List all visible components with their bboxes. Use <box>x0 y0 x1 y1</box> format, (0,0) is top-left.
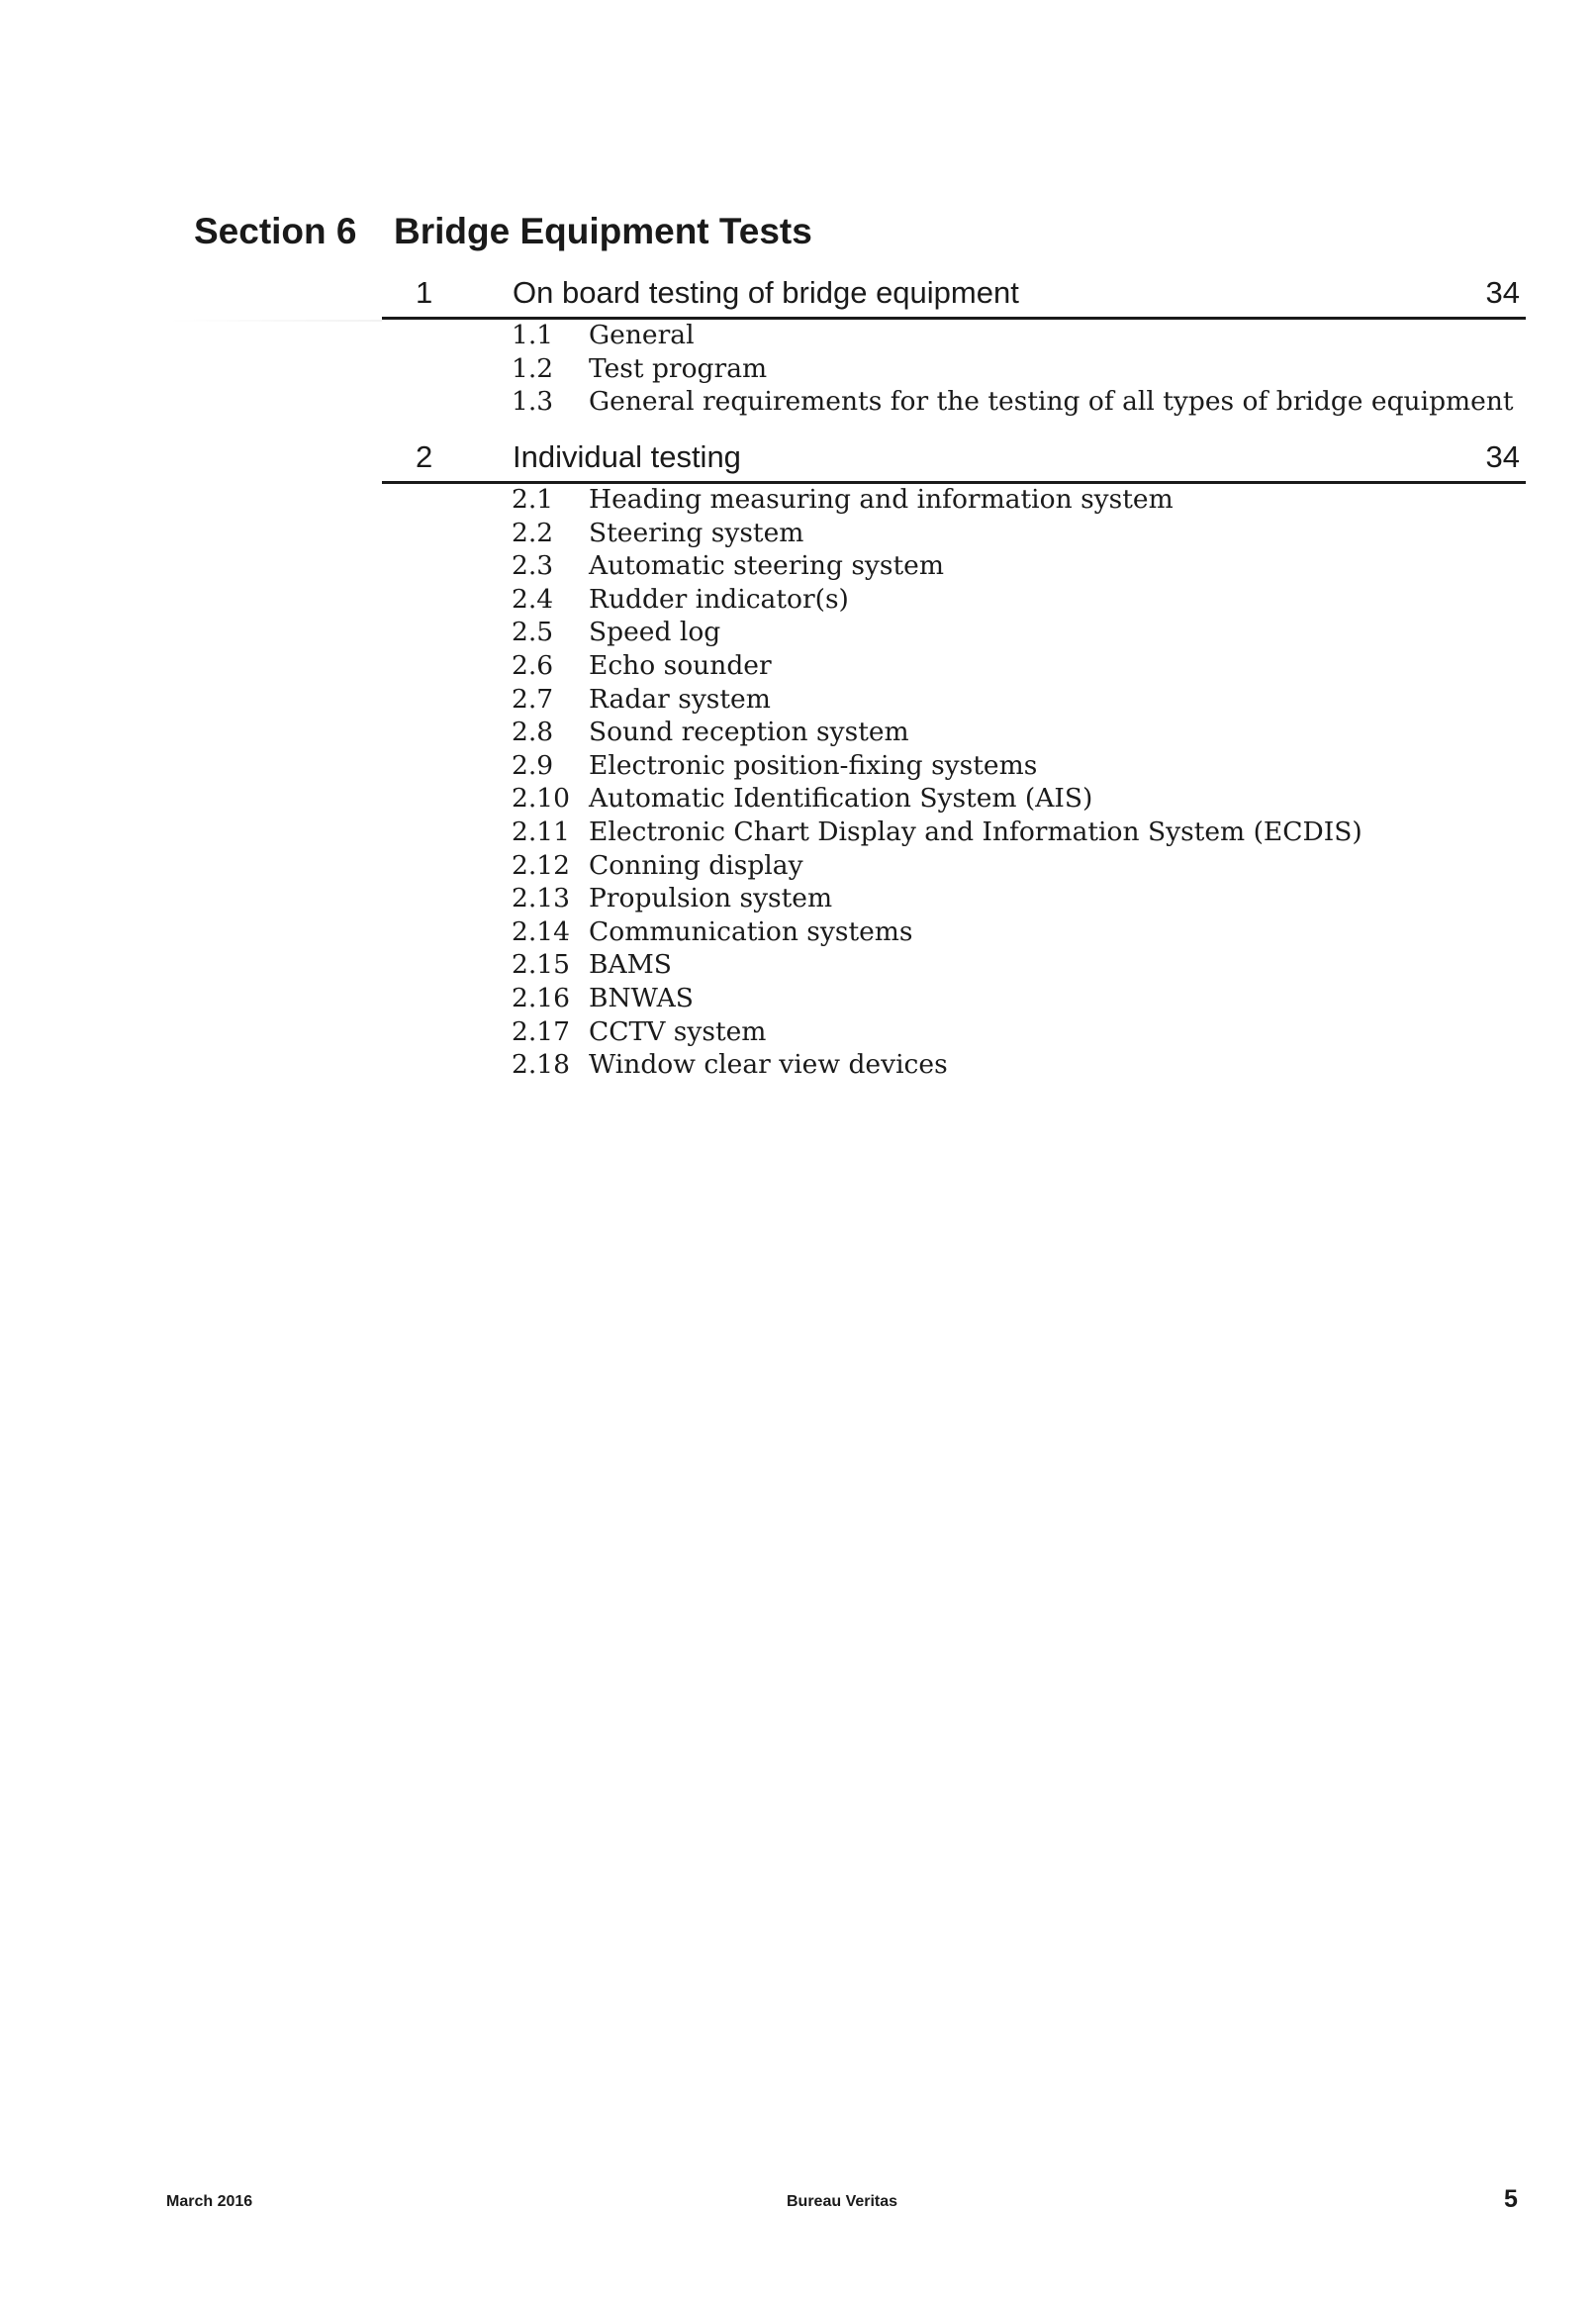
item-number: 2.15 <box>512 949 571 981</box>
toc-chapter-2[interactable] <box>382 433 1526 484</box>
item-title: Echo sounder <box>589 649 772 681</box>
item-title: Test program <box>589 352 768 384</box>
section-label: Section 6 <box>194 211 357 251</box>
chapter-number: 1 <box>416 275 433 310</box>
item-title: Sound reception system <box>589 717 909 748</box>
footer-date: March 2016 <box>166 2193 253 2210</box>
item-title: Automatic Identification System (AIS) <box>589 783 1093 815</box>
item-number: 2.6 <box>512 649 554 681</box>
chapter-title: On board testing of bridge equipment <box>513 275 1019 310</box>
item-number: 2.12 <box>512 849 571 881</box>
item-title: BAMS <box>589 949 672 981</box>
item-number: 2.11 <box>512 816 571 847</box>
item-title: Propulsion system <box>589 883 833 914</box>
item-number: 2.8 <box>512 717 554 748</box>
chapter-page: 34 <box>1485 275 1520 310</box>
toc-chapter-1[interactable] <box>382 269 1526 320</box>
item-number: 2.13 <box>512 883 571 914</box>
item-title: Automatic steering system <box>589 550 944 582</box>
item-title: Steering system <box>589 517 804 548</box>
item-number: 2.14 <box>512 915 571 947</box>
item-number: 2.17 <box>512 1015 571 1047</box>
item-number: 1.2 <box>512 352 554 384</box>
item-title: CCTV system <box>589 1015 767 1047</box>
item-title: Heading measuring and information system <box>589 484 1174 515</box>
item-title: Window clear view devices <box>589 1049 948 1081</box>
item-number: 2.10 <box>512 783 571 815</box>
item-number: 2.16 <box>512 982 571 1013</box>
chapter-page: 34 <box>1485 439 1520 474</box>
item-title: Speed log <box>589 617 721 648</box>
item-number: 2.9 <box>512 749 554 781</box>
item-title: General requirements for the testing of all types of bridge equipment <box>589 386 1514 418</box>
item-title: Electronic position-fixing systems <box>589 749 1038 781</box>
item-title: Rudder indicator(s) <box>589 583 849 615</box>
item-title: Radar system <box>589 683 771 715</box>
footer-page-number: 5 <box>1504 2185 1518 2213</box>
item-title: BNWAS <box>589 982 694 1013</box>
chapter-number: 2 <box>416 439 433 474</box>
item-number: 2.2 <box>512 517 554 548</box>
item-number: 2.4 <box>512 583 554 615</box>
left-fade-rule <box>168 320 382 322</box>
section-title: Bridge Equipment Tests <box>394 211 812 251</box>
item-number: 2.5 <box>512 617 554 648</box>
chapter-title: Individual testing <box>513 439 741 474</box>
item-number: 2.18 <box>512 1049 571 1081</box>
item-number: 1.3 <box>512 386 554 418</box>
item-title: Communication systems <box>589 915 913 947</box>
item-number: 2.7 <box>512 683 554 715</box>
item-number: 2.3 <box>512 550 554 582</box>
item-title: Electronic Chart Display and Information System (ECDIS) <box>589 816 1362 847</box>
item-title: General <box>589 320 695 350</box>
footer-publisher: Bureau Veritas <box>787 2193 898 2210</box>
item-number: 1.1 <box>512 320 554 350</box>
item-title: Conning display <box>589 849 803 881</box>
item-number: 2.1 <box>512 484 554 515</box>
